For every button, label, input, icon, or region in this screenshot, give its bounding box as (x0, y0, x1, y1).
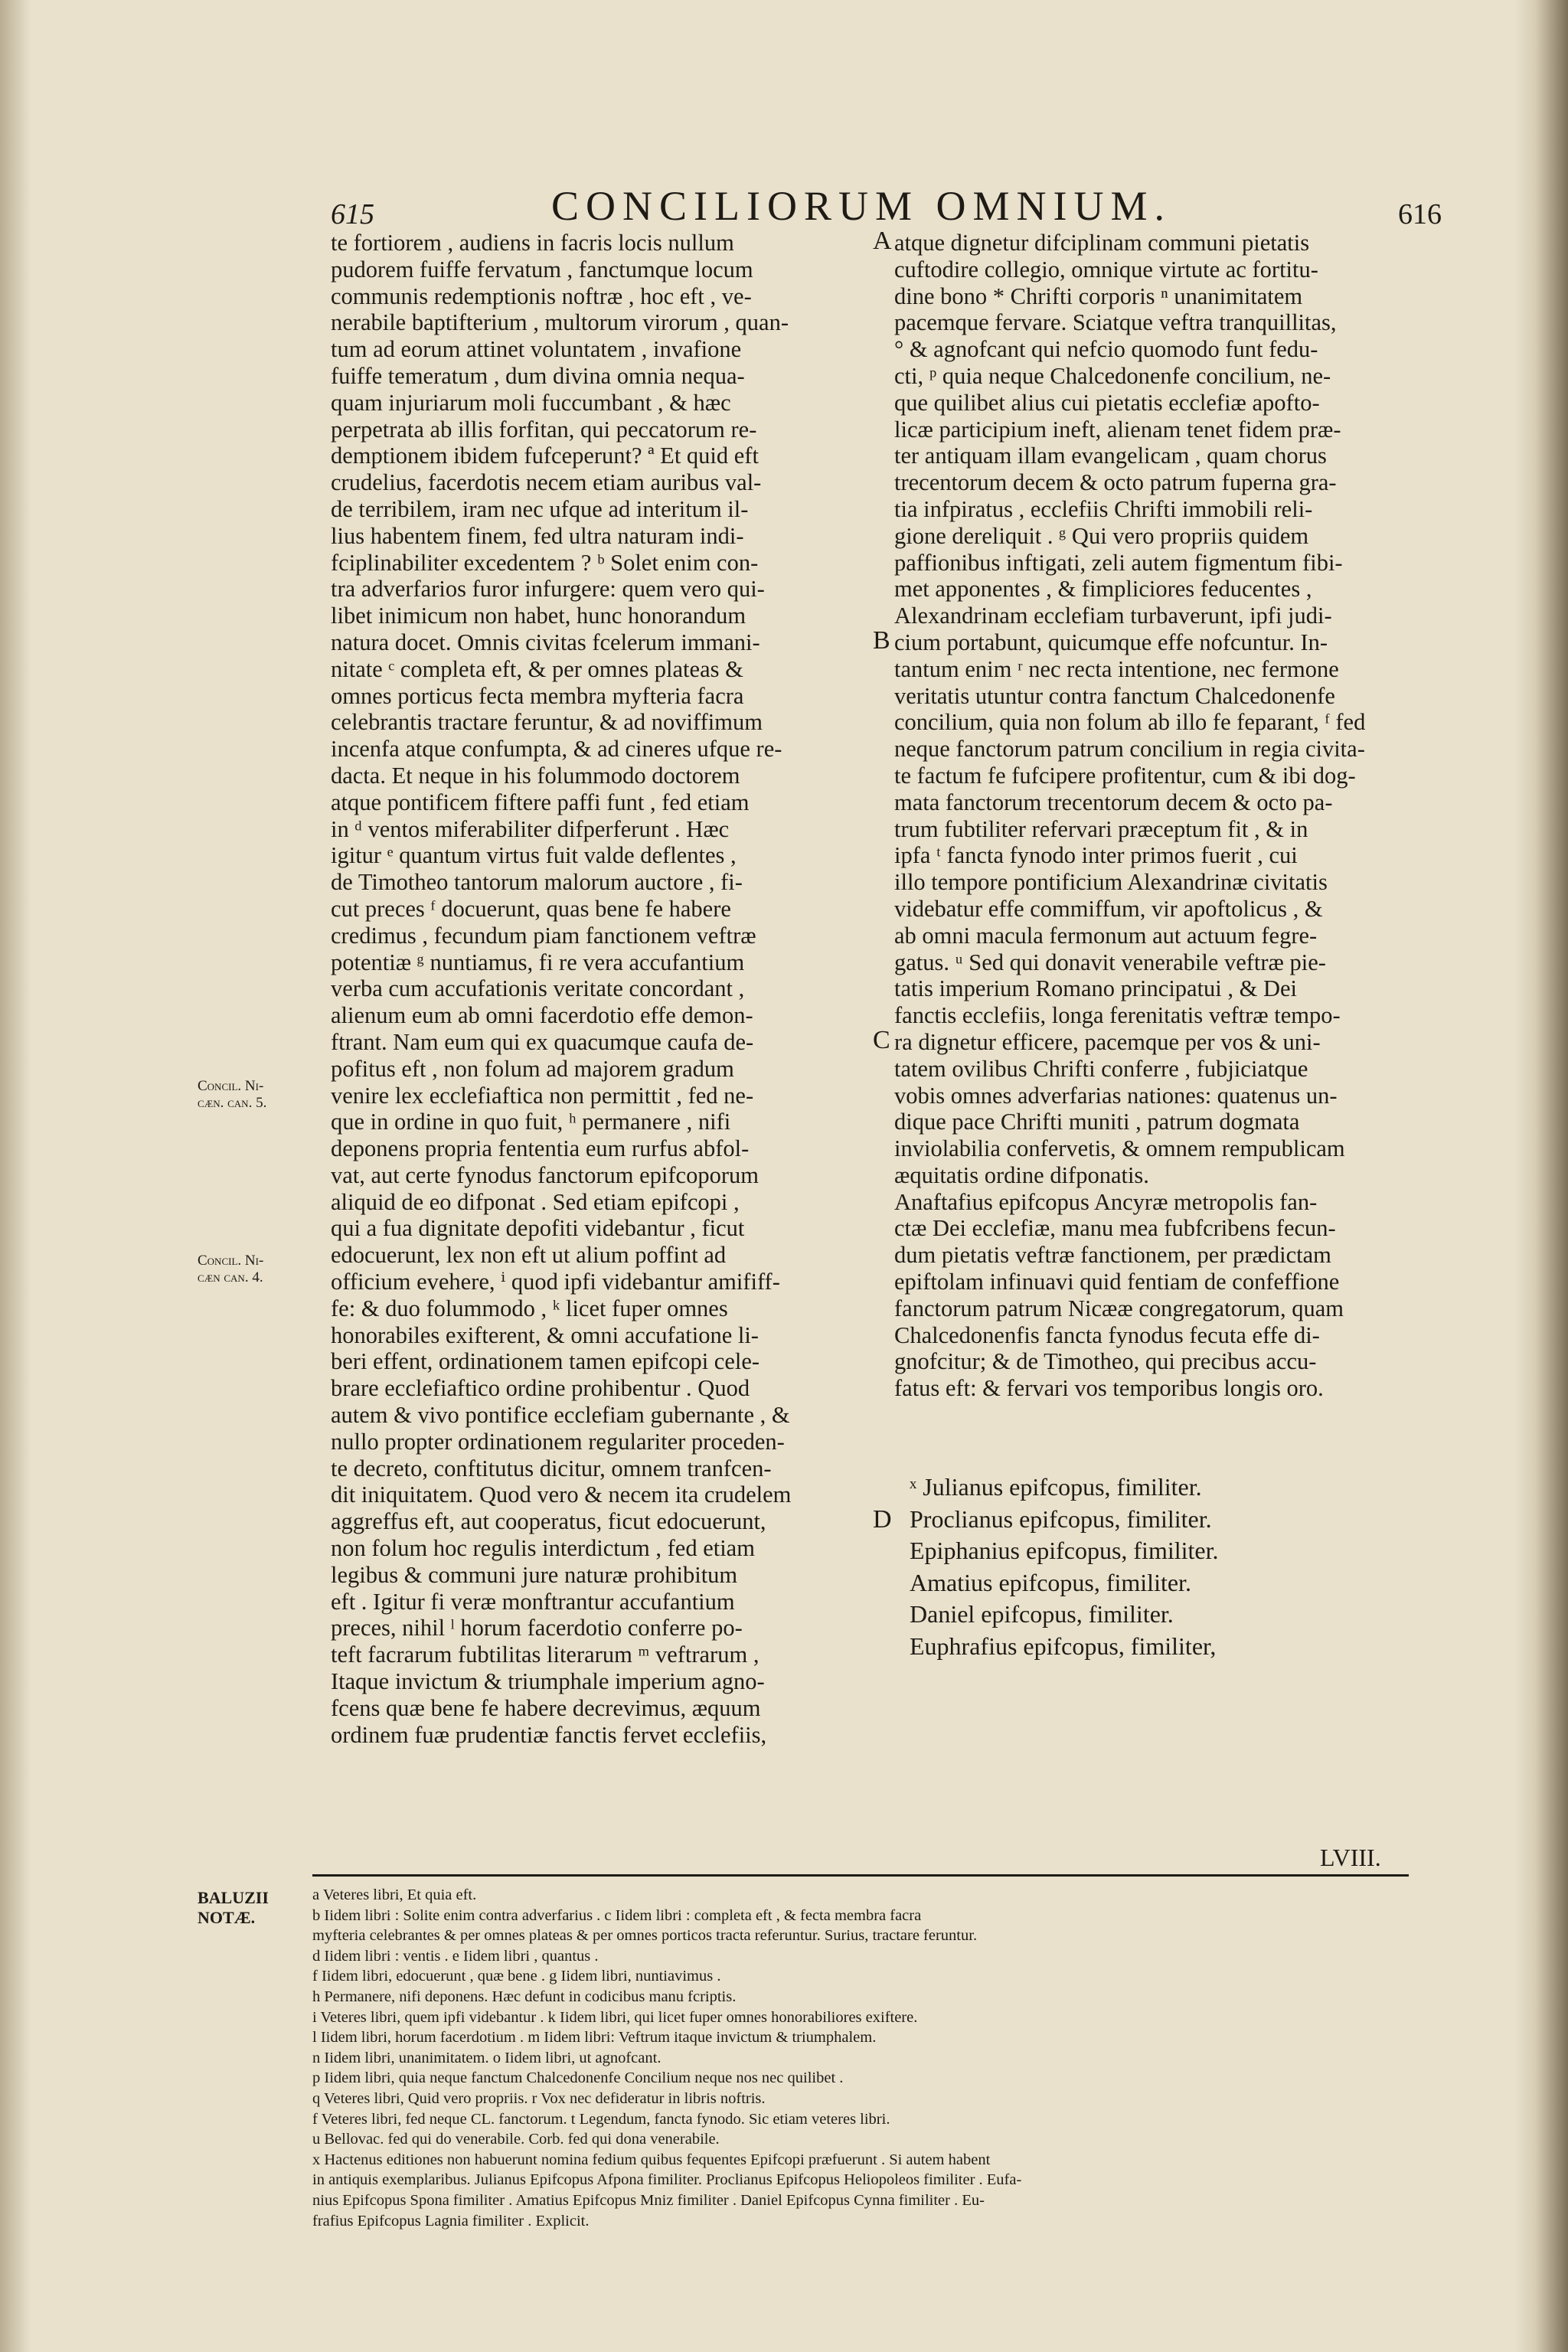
text-line: dine bono * Chrifti corporis ⁿ unanimitatem (894, 283, 1303, 309)
page-edge-shadow (1514, 0, 1568, 2352)
footnote-line: nius Epifcopus Spona fimiliter . Amatius Epifcopus Mniz fimiliter . Daniel Epifcopus Cynna fimiliter . Eu- (312, 2191, 985, 2209)
text-line: natura docet. Omnis civitas fcelerum immani- (331, 629, 760, 655)
text-line: honorabiles exifterent, & omni accufatione li- (331, 1321, 759, 1348)
text-line: lius habentem finem, fed ultra naturam indi- (331, 522, 744, 549)
text-line: licæ participium ineft, alienam tenet fidem præ- (894, 416, 1341, 443)
text-line: ordinem fuæ prudentiæ fanctis fervet ecclefiis, (331, 1721, 767, 1748)
text-line: de Timotheo tantorum malorum auctore , fi- (331, 869, 743, 896)
text-line: in ᵈ ventos miferabiliter difperferunt . Hæc (331, 815, 730, 842)
text-line: tra adverfarios furor infurgere: quem vero qui- (331, 576, 765, 603)
text-line: que in ordine in quo fuit, ʰ permanere , nifi (331, 1109, 731, 1135)
catch-word: LVIII. (1320, 1844, 1381, 1871)
text-line: teft facrarum fubtilitas literarum ᵐ veftrarum , (331, 1642, 760, 1668)
footnote-line: u Bellovac. fed qui do venerabile. Corb. fed qui dona venerabile. (312, 2131, 720, 2148)
signature-line: Epiphanius epifcopus, fimiliter. (910, 1537, 1219, 1564)
text-line: dit iniquitatem. Quod vero & necem ita crudelem (331, 1481, 792, 1508)
text-line: pacemque fervare. Sciatque veftra tranquillitas, (894, 309, 1337, 336)
text-line: inviolabilia confervetis, & omnem rempublicam (894, 1135, 1345, 1162)
text-line: Alexandrinam ecclefiam turbaverunt, ipfi judi- (894, 603, 1332, 629)
footnote-line: a Veteres libri, Et quia eft. (312, 1886, 477, 1903)
footnote-line: i Veteres libri, quem ipfi videbantur . k Iidem libri, qui licet fuper omnes honorabiliores exiftere. (312, 2008, 918, 2026)
text-line: nerabile baptifterium , multorum virorum , quan- (331, 309, 789, 336)
text-line: met apponentes , & fimpliciores feducentes , (894, 576, 1312, 603)
text-line: atque dignetur difciplinam communi pietatis (894, 230, 1310, 256)
text-line: gnofcitur; & de Timotheo, qui precibus accu- (894, 1348, 1317, 1375)
text-line: brare ecclefiaftico ordine prohibentur . Quod (331, 1375, 750, 1402)
notes-header: BALUZII NOTÆ. (198, 1888, 269, 1927)
text-line: de terribilem, iram nec ufque ad interitum il- (331, 495, 749, 522)
text-line: ° & agnofcant qui nefcio quomodo funt fedu- (894, 336, 1318, 363)
text-line: communis redemptionis noftræ , hoc eft , ve- (331, 283, 752, 309)
signature-line: Daniel epifcopus, fimiliter. (910, 1600, 1174, 1628)
text-line: que quilibet alius cui pietatis ecclefiæ apofto- (894, 389, 1320, 416)
text-line: æquitatis ordine difponatis. (894, 1161, 1149, 1188)
footnote-line: in antiquis exemplaribus. Julianus Epifcopus Afpona fimiliter. Proclianus Epifcopus Heliopoleos fimiliter . Eufa- (312, 2171, 1022, 2189)
text-line: demptionem ibidem fufceperunt? ª Et quid eft (331, 443, 759, 469)
text-line: tum ad eorum attinet voluntatem , invafione (331, 336, 742, 363)
text-line: neque fanctorum patrum concilium in regia civita- (894, 736, 1365, 763)
text-line: ab omni macula fermonum aut actuum fegre- (894, 922, 1318, 949)
text-line: aliquid de eo difponat . Sed etiam epifcopi , (331, 1188, 740, 1215)
text-line: ra dignetur efficere, pacemque per vos & uni- (894, 1028, 1321, 1055)
footnote-line: h Permanere, nifi deponens. Hæc defunt in codicibus manu fcriptis. (312, 1988, 737, 2005)
text-line: ipfa ᵗ fancta fynodo inter primos fuerit , cui (894, 842, 1298, 869)
text-line: dum pietatis veftræ fanctionem, per prædictam (894, 1242, 1331, 1269)
text-line: autem & vivo pontifice ecclefiam gubernante , & (331, 1402, 790, 1429)
text-line: Itaque invictum & triumphale imperium agno- (331, 1668, 765, 1695)
text-line: nitate ᶜ completa eft, & per omnes plateas & (331, 655, 743, 682)
text-line: venire lex ecclefiaftica non permittit , fed ne- (331, 1082, 754, 1109)
running-title: CONCILIORUM OMNIUM. (551, 183, 1172, 229)
text-line: te fortiorem , audiens in facris locis nullum (331, 230, 734, 256)
page-number-right: 616 (1398, 198, 1442, 230)
text-line: cut preces ᶠ docuerunt, quas bene fe habere (331, 895, 731, 922)
text-line: pudorem fuiffe fervatum , fanctumque locum (331, 256, 753, 283)
text-line: dique pace Chrifti muniti , patrum dogmata (894, 1109, 1300, 1135)
section-marker-c: C (873, 1026, 890, 1054)
signature-list (910, 1472, 1218, 1662)
text-line: tantum enim ʳ nec recta intentione, nec fermone (894, 655, 1339, 682)
text-line: credimus , fecundum piam fanctionem veftræ (331, 922, 756, 949)
right-text-column (894, 230, 1446, 1402)
text-line: verba cum accufationis veritate concordant , (331, 975, 745, 1002)
footnote-line: frafius Epifcopus Lagnia fimiliter . Explicit. (312, 2212, 590, 2230)
section-marker-d: D (873, 1505, 892, 1534)
text-line: fciplinabiliter excedentem ? ᵇ Solet enim con- (331, 549, 759, 576)
text-line: fanctorum patrum Nicææ congregatorum, quam (894, 1295, 1344, 1321)
text-line: trecentorum decem & octo patrum fuperna gra- (894, 469, 1337, 496)
text-line: Chalcedonenfis fancta fynodus fecuta effe di- (894, 1321, 1320, 1348)
text-line: libet inimicum non habet, hunc honorandum (331, 603, 746, 629)
text-line: omnes porticus fecta membra myfteria facra (331, 682, 744, 709)
page-gutter-shadow (0, 0, 31, 2352)
text-line: fcens quæ bene fe habere decrevimus, æquum (331, 1694, 761, 1721)
text-line: gatus. ᵘ Sed qui donavit venerabile veftræ pie- (894, 949, 1326, 975)
footnote-line: b Iidem libri : Solite enim contra adverfarius . c Iidem libri : completa eft , & fecta membra facra (312, 1906, 922, 1924)
text-line: paffionibus inftigati, zeli autem figmentum fibi- (894, 549, 1343, 576)
text-line: gione dereliquit . ᵍ Qui vero propriis quidem (894, 522, 1309, 549)
text-line: mata fanctorum trecentorum decem & octo pa- (894, 789, 1333, 815)
text-line: aggreffus eft, aut cooperatus, ficut edocuerunt, (331, 1508, 766, 1535)
text-line: crudelius, facerdotis necem etiam auribus val- (331, 469, 762, 496)
signature-line: ˣ Julianus epifcopus, fimiliter. (910, 1473, 1202, 1501)
text-line: fanctis ecclefiis, longa ferenitatis veftræ tempo- (894, 1002, 1341, 1029)
text-line: te decreto, conftitutus dicitur, omnem tranfcen- (331, 1455, 772, 1481)
text-line: pofitus eft , non folum ad majorem gradum (331, 1055, 734, 1082)
footnote-line: n Iidem libri, unanimitatem. o Iidem libri, ut agnofcant. (312, 2049, 662, 2066)
text-line: videbatur effe commiffum, vir apoftolicus , & (894, 895, 1323, 922)
text-line: deponens propria fententia eum rurfus abfol- (331, 1135, 750, 1162)
text-line: trum fubtiliter refervari præceptum fit , & in (894, 815, 1308, 842)
text-line: beri effent, ordinationem tamen epifcopi cele- (331, 1348, 760, 1375)
text-line: atque pontificem fiftere paffi funt , fed etiam (331, 789, 750, 815)
section-marker-b: B (873, 626, 890, 655)
text-line: preces, nihil ˡ horum facerdotio conferre po- (331, 1615, 743, 1642)
text-line: igitur ᵉ quantum virtus fuit valde deflentes , (331, 842, 737, 869)
text-line: officium evehere, ⁱ quod ipfi videbantur amififf- (331, 1269, 780, 1295)
text-line: tatis imperium Romano principatui , & Dei (894, 975, 1298, 1002)
signature-line: Amatius epifcopus, fimiliter. (910, 1568, 1191, 1596)
text-line: alienum eum ab omni facerdotio effe demon- (331, 1002, 753, 1029)
text-line: celebrantis tractare feruntur, & ad noviffimum (331, 709, 763, 736)
text-line: cti, ᵖ quia neque Chalcedonenfe concilium, ne- (894, 362, 1331, 389)
footnote-line: myfteria celebrantes & per omnes plateas & per omnes porticos tracta referuntur. Surius, tractare feruntur. (312, 1927, 978, 1945)
section-marker-a: A (873, 227, 892, 255)
text-line: vobis omnes adverfarias nationes: quatenus un- (894, 1082, 1338, 1109)
left-text-column (331, 230, 882, 1748)
text-line: tatem ovilibus Chrifti conferre , fubjiciatque (894, 1055, 1308, 1082)
text-line: eft . Igitur fi veræ monftrantur accufantium (331, 1588, 735, 1615)
footnote-line: p Iidem libri, quia neque fanctum Chalcedonenfe Concilium neque nos nec quilibet . (312, 2069, 844, 2087)
text-line: nullo propter ordinationem regulariter proceden- (331, 1428, 785, 1455)
footnote-line: x Hactenus editiones non habuerunt nomina fedium quibus fequentes Epifcopi præfuerunt . Si autem habent (312, 2151, 991, 2168)
footnote-line: d Iidem libri : ventis . e Iidem libri , quantus . (312, 1947, 599, 1965)
page-number-left: 615 (331, 198, 374, 230)
text-line: te factum fe fufcipere profitentur, cum & ibi dog- (894, 762, 1356, 789)
footnote-line: l Iidem libri, horum facerdotium . m Iidem libri: Veftrum itaque invictum & triumphalem. (312, 2029, 877, 2047)
text-line: incenfa atque confumpta, & ad cineres ufque re- (331, 736, 782, 763)
text-line: perpetrata ab illis forfitan, qui peccatorum re- (331, 416, 757, 443)
footnote-line: f Veteres libri, fed neque CL. fanctorum. t Legendum, fancta fynodo. Sic etiam veteres libri. (312, 2110, 890, 2128)
text-line: cium portabunt, quicumque effe nofcuntur. In- (894, 629, 1328, 655)
footnotes (312, 1885, 1409, 2231)
text-line: legibus & communi jure naturæ prohibitum (331, 1561, 738, 1588)
text-line: fe: & duo folummodo , ᵏ licet fuper omnes (331, 1295, 728, 1321)
footnote-line: f Iidem libri, edocuerunt , quæ bene . g Iidem libri, nuntiavimus . (312, 1968, 721, 1985)
text-line: concilium, quia non folum ab illo fe feparant, ᶠ fed (894, 709, 1366, 736)
text-line: veritatis utuntur contra fanctum Chalcedonenfe (894, 682, 1335, 709)
footnote-divider (312, 1874, 1409, 1877)
text-line: vat, aut certe fynodus fanctorum epifcoporum (331, 1161, 759, 1188)
text-line: edocuerunt, lex non eft ut alium poffint ad (331, 1242, 727, 1269)
text-line: potentiæ ᵍ nuntiamus, fi re vera accufantium (331, 949, 745, 975)
signature-line: Proclianus epifcopus, fimiliter. (910, 1504, 1212, 1533)
text-line: ftrant. Nam eum qui ex quacumque caufa de- (331, 1028, 754, 1055)
side-note-concil-1: Concil. Ni- cæn. can. 5. (198, 1078, 267, 1111)
footnote-line: q Veteres libri, Quid vero propriis. r Vox nec defideratur in libris noftris. (312, 2089, 766, 2107)
text-line: fuiffe temeratum , dum divina omnia nequa- (331, 362, 745, 389)
text-line: cuftodire collegio, omnique virtute ac fortitu- (894, 256, 1318, 283)
text-line: epiftolam infinuavi quid fentiam de confeffione (894, 1269, 1340, 1295)
text-line: non folum hoc regulis interdictum , fed etiam (331, 1535, 755, 1562)
side-note-concil-2: Concil. Ni- cæn can. 4. (198, 1253, 264, 1285)
text-line: fatus eft: & fervari vos temporibus longis oro. (894, 1375, 1324, 1402)
text-line: ctæ Dei ecclefiæ, manu mea fubfcribens fecun- (894, 1215, 1336, 1242)
text-line: ter antiquam illam evangelicam , quam chorus (894, 443, 1327, 469)
text-line: Anaftafius epifcopus Ancyræ metropolis fan- (894, 1188, 1318, 1215)
text-line: qui a fua dignitate depofiti videbantur , ficut (331, 1215, 745, 1242)
signature-line: Euphrafius epifcopus, fimiliter, (910, 1632, 1217, 1660)
text-line: dacta. Et neque in his folummodo doctorem (331, 762, 740, 789)
text-line: quam injuriarum moli fuccumbant , & hæc (331, 389, 731, 416)
text-line: illo tempore pontificium Alexandrinæ civitatis (894, 869, 1328, 896)
text-line: tia infpiratus , ecclefiis Chrifti immobili reli- (894, 495, 1313, 522)
